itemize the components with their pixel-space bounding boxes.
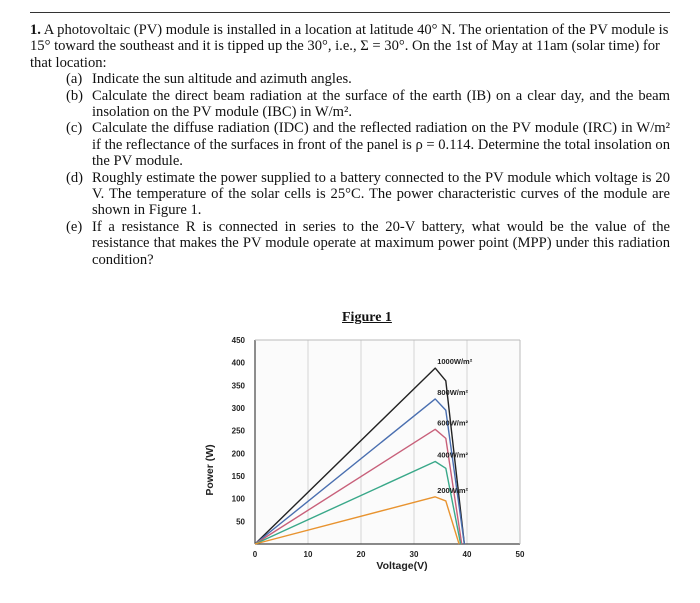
y-tick-label: 450 [231, 336, 245, 345]
part-label: (a) [66, 71, 83, 88]
y-tick-label: 150 [231, 472, 245, 481]
series-label: 600W/m² [437, 418, 469, 428]
series-label: 1000W/m² [437, 357, 473, 367]
y-axis-label: Power (W) [204, 444, 216, 496]
x-tick-label: 40 [462, 550, 472, 559]
y-tick-label: 300 [231, 404, 245, 413]
y-tick-label: 100 [231, 494, 245, 504]
x-tick-label: 10 [303, 550, 313, 559]
part-text: Calculate the direct beam radiation at the surface of the earth (IB) on a clear day, and the beam insolation on the PV module (IBC) in W/m². [92, 87, 670, 121]
y-tick-label: 250 [231, 426, 245, 436]
plot-area [255, 340, 520, 544]
part-text: Indicate the sun altitude and azimuth angles. [92, 71, 352, 88]
series-label: 400W/m² [437, 450, 469, 460]
x-axis-label: Voltage(V) [376, 560, 428, 572]
part-text: If a resistance R is connected in series to the 20-V battery, what would be the value of the resistance that makes the PV module operate at maximum power point (MPP) under this radiation condition? [92, 218, 670, 268]
y-tick-label: 350 [231, 381, 245, 391]
x-tick-label: 20 [356, 550, 366, 559]
series-label: 800W/m² [437, 387, 469, 397]
y-tick-label: 50 [236, 517, 245, 527]
part-label: (c) [66, 120, 83, 137]
figure-title: Figure 1 [342, 310, 392, 325]
x-tick-label: 30 [409, 550, 419, 559]
part-label: (e) [66, 218, 83, 235]
part-text: Roughly estimate the power supplied to a battery connected to the PV module which voltage is 20 V. The temperature of the solar cells is 25°C. The power characteristic curves of the module are shown in Figure 1. [92, 169, 670, 219]
x-tick-label: 50 [515, 550, 525, 559]
problem-intro-text: A photovoltaic (PV) module is installed in a location at latitude 40° N. The orientation of the PV module is 15° toward the southeast and it is tipped up the 30°, i.e., Σ = 30°. On the 1st of May at 11am (solar time) for that location: [30, 22, 669, 71]
part-label: (b) [66, 87, 84, 104]
y-tick-label: 200 [231, 449, 245, 459]
part-text: Calculate the diffuse radiation (IDC) and the reflected radiation on the PV module (IRC) in W/m² if the reflectance of the surfaces in front of the panel is ρ = 0.114. Determine the total insolation on the PV module. [92, 120, 670, 170]
plot-background [255, 340, 520, 544]
series-label: 200W/m² [437, 485, 469, 495]
part-label: (d) [66, 169, 84, 186]
problem-number: 1. [30, 22, 41, 38]
x-tick-label: 0 [252, 550, 258, 559]
y-tick-label: 400 [231, 358, 245, 368]
